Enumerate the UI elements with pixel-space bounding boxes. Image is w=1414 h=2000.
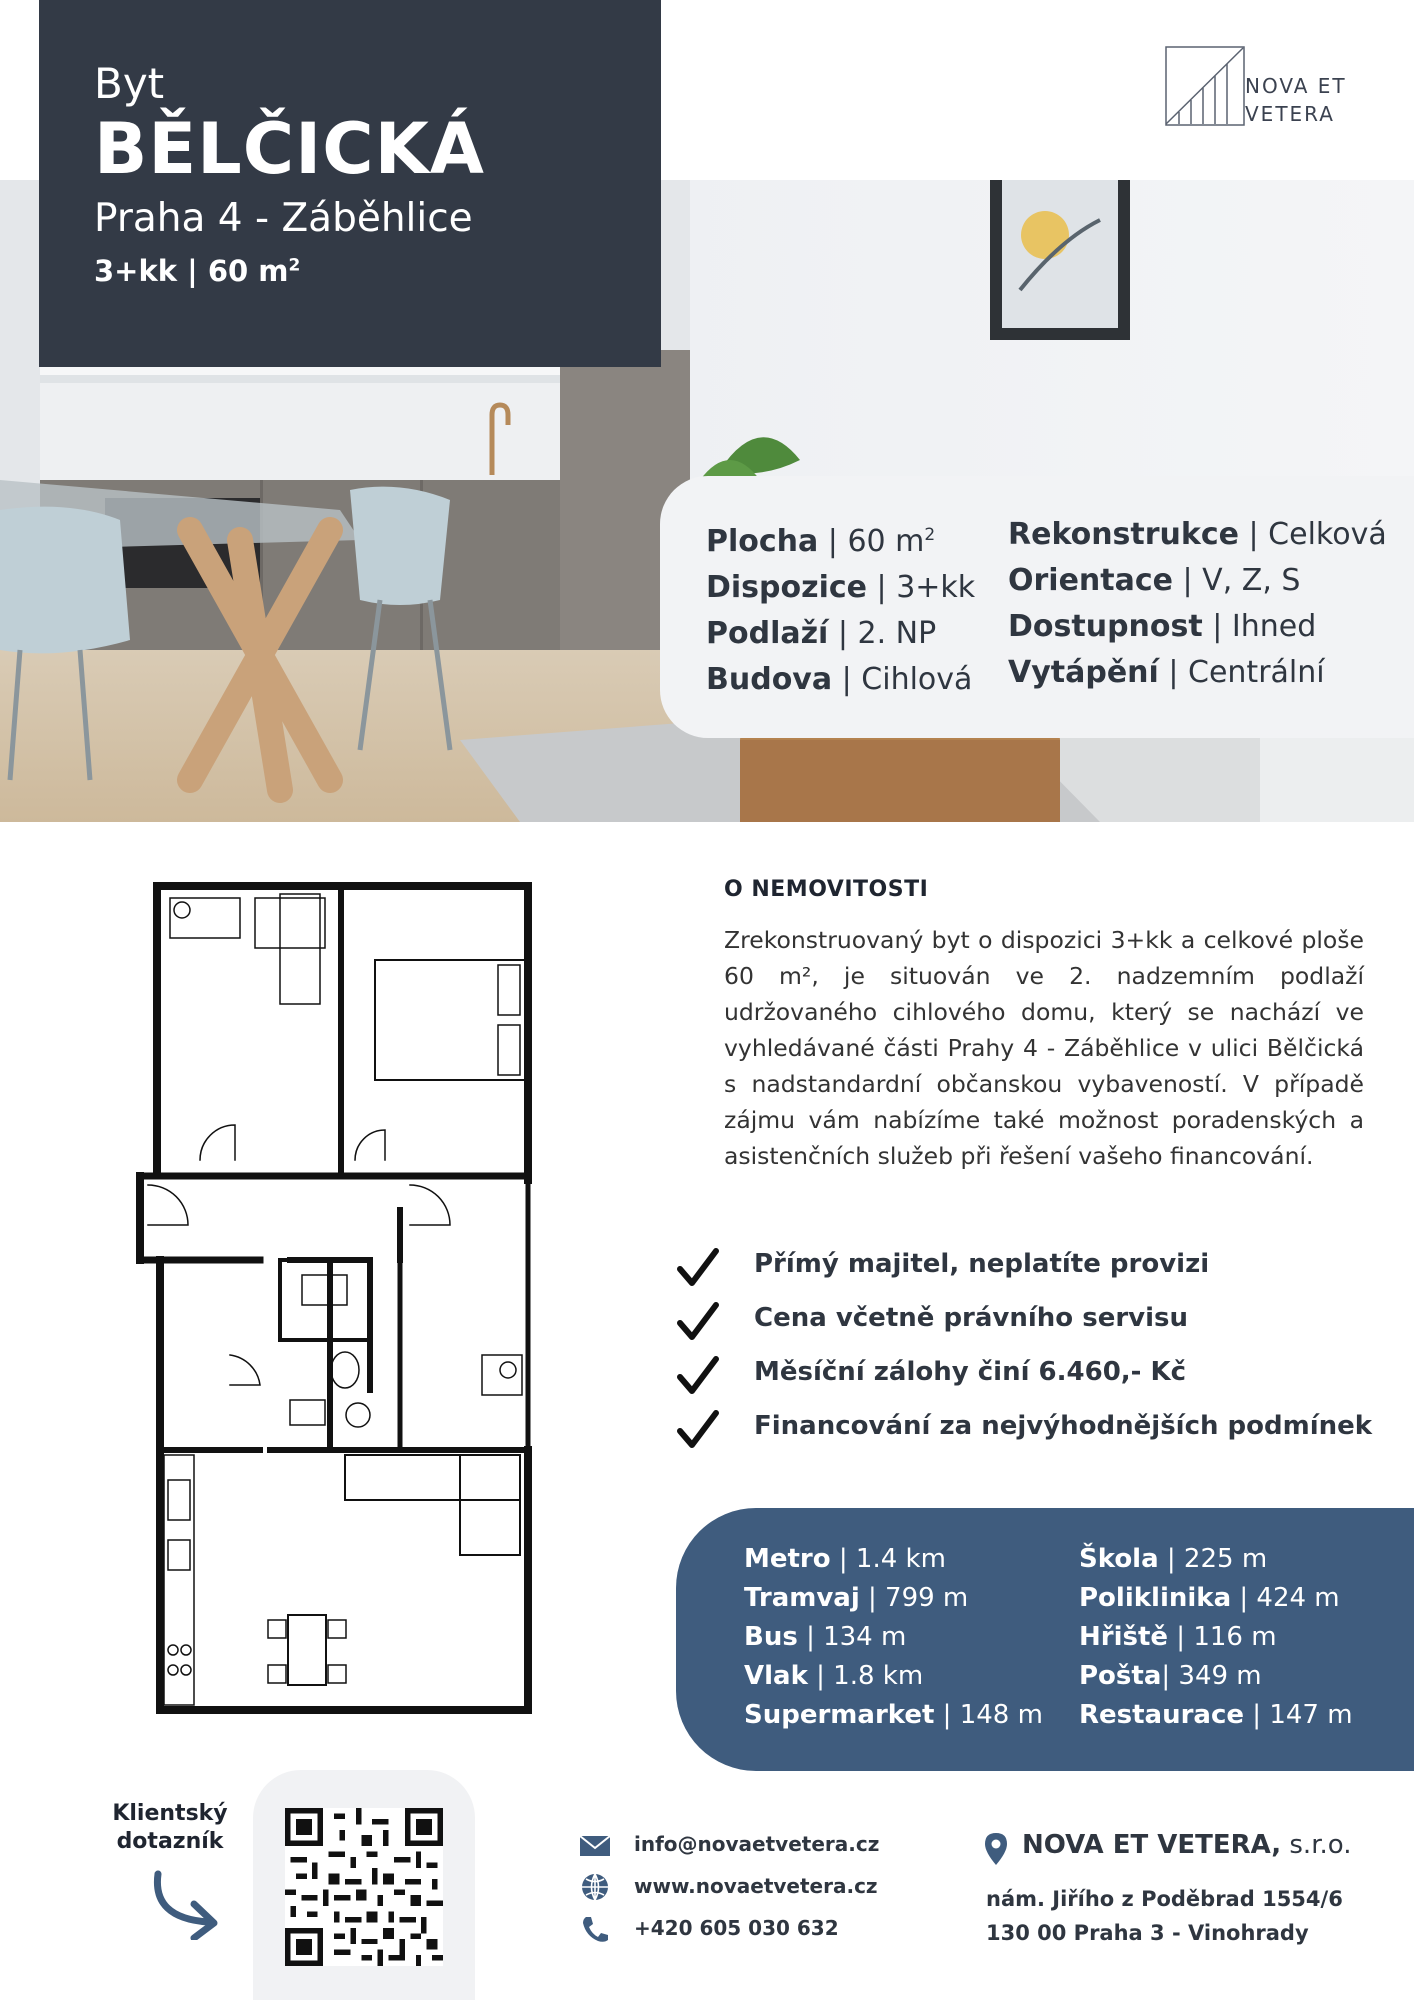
distance-value: | 424 m: [1231, 1583, 1340, 1613]
size-sup: 2: [288, 255, 301, 276]
distance-key: Tramvaj: [744, 1583, 860, 1613]
distance-row: [1079, 1618, 1353, 1657]
param-row: [706, 657, 975, 703]
parameters-card: [660, 476, 1414, 738]
param-key: Vytápění: [1008, 655, 1159, 690]
param-value: | 60 m: [818, 524, 925, 559]
param-value: | Ihned: [1202, 609, 1317, 644]
distance-value: | 134 m: [797, 1622, 907, 1652]
param-key: Budova: [706, 662, 833, 697]
size-text: 3+kk | 60 m: [94, 254, 289, 288]
company-name-bold: NOVA ET VETERA,: [1022, 1830, 1282, 1860]
address-line-2: 130 00 Praha 3 - Vinohrady: [986, 1921, 1309, 1945]
distances-column-2: [1079, 1540, 1353, 1735]
param-key: Orientace: [1008, 563, 1173, 598]
email-text[interactable]: info@novaetvetera.cz: [634, 1832, 880, 1856]
feature-text: Přímý majitel, neplatíte provizi: [754, 1249, 1210, 1279]
company-name-suffix: s.r.o.: [1281, 1830, 1352, 1860]
param-row: [1008, 650, 1387, 696]
feature-text: Měsíční zálohy činí 6.460,- Kč: [754, 1357, 1187, 1387]
web-text[interactable]: www.novaetvetera.cz: [634, 1874, 878, 1898]
param-row: [1008, 512, 1387, 558]
distance-value: | 147 m: [1244, 1700, 1353, 1730]
param-row: [1008, 558, 1387, 604]
param-value: | V, Z, S: [1173, 563, 1301, 598]
feature-text: Cena včetně právního servisu: [754, 1303, 1188, 1333]
distance-row: [1079, 1540, 1353, 1579]
client-questionnaire-label: [100, 1800, 240, 1856]
klient-line-2: dotazník: [116, 1829, 224, 1854]
param-row: [1008, 604, 1387, 650]
checkmark-icon: [676, 1245, 720, 1289]
param-key: Dostupnost: [1008, 609, 1203, 644]
floor-plan: [130, 880, 540, 1716]
distance-row: [744, 1657, 1043, 1696]
checkmark-icon: [676, 1353, 720, 1397]
distances-card: [676, 1508, 1414, 1771]
phone-icon: [578, 1914, 612, 1944]
logo-line-1: NOVA ET: [1245, 74, 1347, 98]
param-row: [706, 611, 975, 657]
phone-text[interactable]: +420 605 030 632: [634, 1916, 839, 1940]
about-text: Zrekonstruovaný byt o dispozici 3+kk a celkové ploše 60 m², je situován ve 2. nadzemním podlaží udržovaného cihlového domu, který se nachází ve vyhledávané části Prahy 4 - Záběhlice v ulici Bělčická s nadstandardní občanskou vybaveností. V případě zájmu vám nabízíme také možnost poradenských a asistenčních služeb při řešení vašeho financování.: [724, 926, 1364, 1170]
distance-key: Vlak: [744, 1661, 808, 1691]
distance-key: Škola: [1079, 1544, 1159, 1574]
distance-key: Metro: [744, 1544, 831, 1574]
param-key: Plocha: [706, 524, 819, 559]
distance-row: [1079, 1579, 1353, 1618]
distance-key: Pošta: [1079, 1661, 1162, 1691]
distance-value: | 1.8 km: [807, 1661, 924, 1691]
klient-line-1: Klientský: [112, 1801, 228, 1826]
location: Praha 4 - Záběhlice: [94, 196, 473, 241]
param-sup: 2: [924, 525, 936, 545]
logo-text: [1245, 72, 1347, 128]
distance-key: Bus: [744, 1622, 798, 1652]
distance-row: [744, 1618, 1043, 1657]
param-key: Dispozice: [706, 570, 868, 605]
param-value: | 2. NP: [828, 616, 937, 651]
parameters-column-2: [1008, 512, 1387, 696]
checkmark-icon: [676, 1299, 720, 1343]
title-box: [39, 0, 661, 367]
distance-value: | 225 m: [1158, 1544, 1268, 1574]
distance-row: [744, 1540, 1043, 1579]
param-key: Podlaží: [706, 616, 829, 651]
checkmark-icon: [676, 1407, 720, 1451]
feature-text: Financování za nejvýhodnějších podmínek: [754, 1411, 1373, 1441]
param-value: | Centrální: [1158, 655, 1325, 690]
property-kind: Byt: [94, 59, 165, 108]
distance-value: | 799 m: [859, 1583, 969, 1613]
distance-row: [744, 1696, 1043, 1735]
param-value: | Cihlová: [832, 662, 973, 697]
param-value: | 3+kk: [867, 570, 976, 605]
distance-key: Hřiště: [1079, 1622, 1169, 1652]
param-row: [706, 565, 975, 611]
distance-key: Poliklinika: [1079, 1583, 1232, 1613]
param-value: | Celková: [1239, 517, 1387, 552]
envelope-icon: [578, 1830, 612, 1860]
parameters-column-1: [706, 512, 975, 703]
distance-row: [1079, 1696, 1353, 1735]
about-heading: O NEMOVITOSTI: [724, 877, 929, 902]
logo-line-2: VETERA: [1245, 102, 1335, 126]
company-address: [986, 1882, 1343, 1950]
company-name: [1022, 1830, 1351, 1860]
qr-code-icon[interactable]: [285, 1808, 443, 1966]
distance-value: | 1.4 km: [830, 1544, 946, 1574]
distance-row: [744, 1579, 1043, 1618]
param-key: Rekonstrukce: [1008, 517, 1239, 552]
distance-key: Restaurace: [1079, 1700, 1245, 1730]
address-line-1: nám. Jiřího z Poděbrad 1554/6: [986, 1887, 1343, 1911]
size-summary: [94, 254, 661, 288]
location-pin-icon: [984, 1832, 1008, 1866]
param-row: [706, 512, 975, 565]
street-name: BĚLČICKÁ: [94, 108, 485, 190]
curved-arrow-icon: [150, 1870, 230, 1940]
distance-value: | 148 m: [934, 1700, 1043, 1730]
distances-column-1: [744, 1540, 1043, 1735]
globe-icon: [578, 1872, 612, 1902]
distance-value: | 349 m: [1161, 1661, 1262, 1691]
distance-row: [1079, 1657, 1353, 1696]
distance-value: | 116 m: [1168, 1622, 1277, 1652]
distance-key: Supermarket: [744, 1700, 935, 1730]
